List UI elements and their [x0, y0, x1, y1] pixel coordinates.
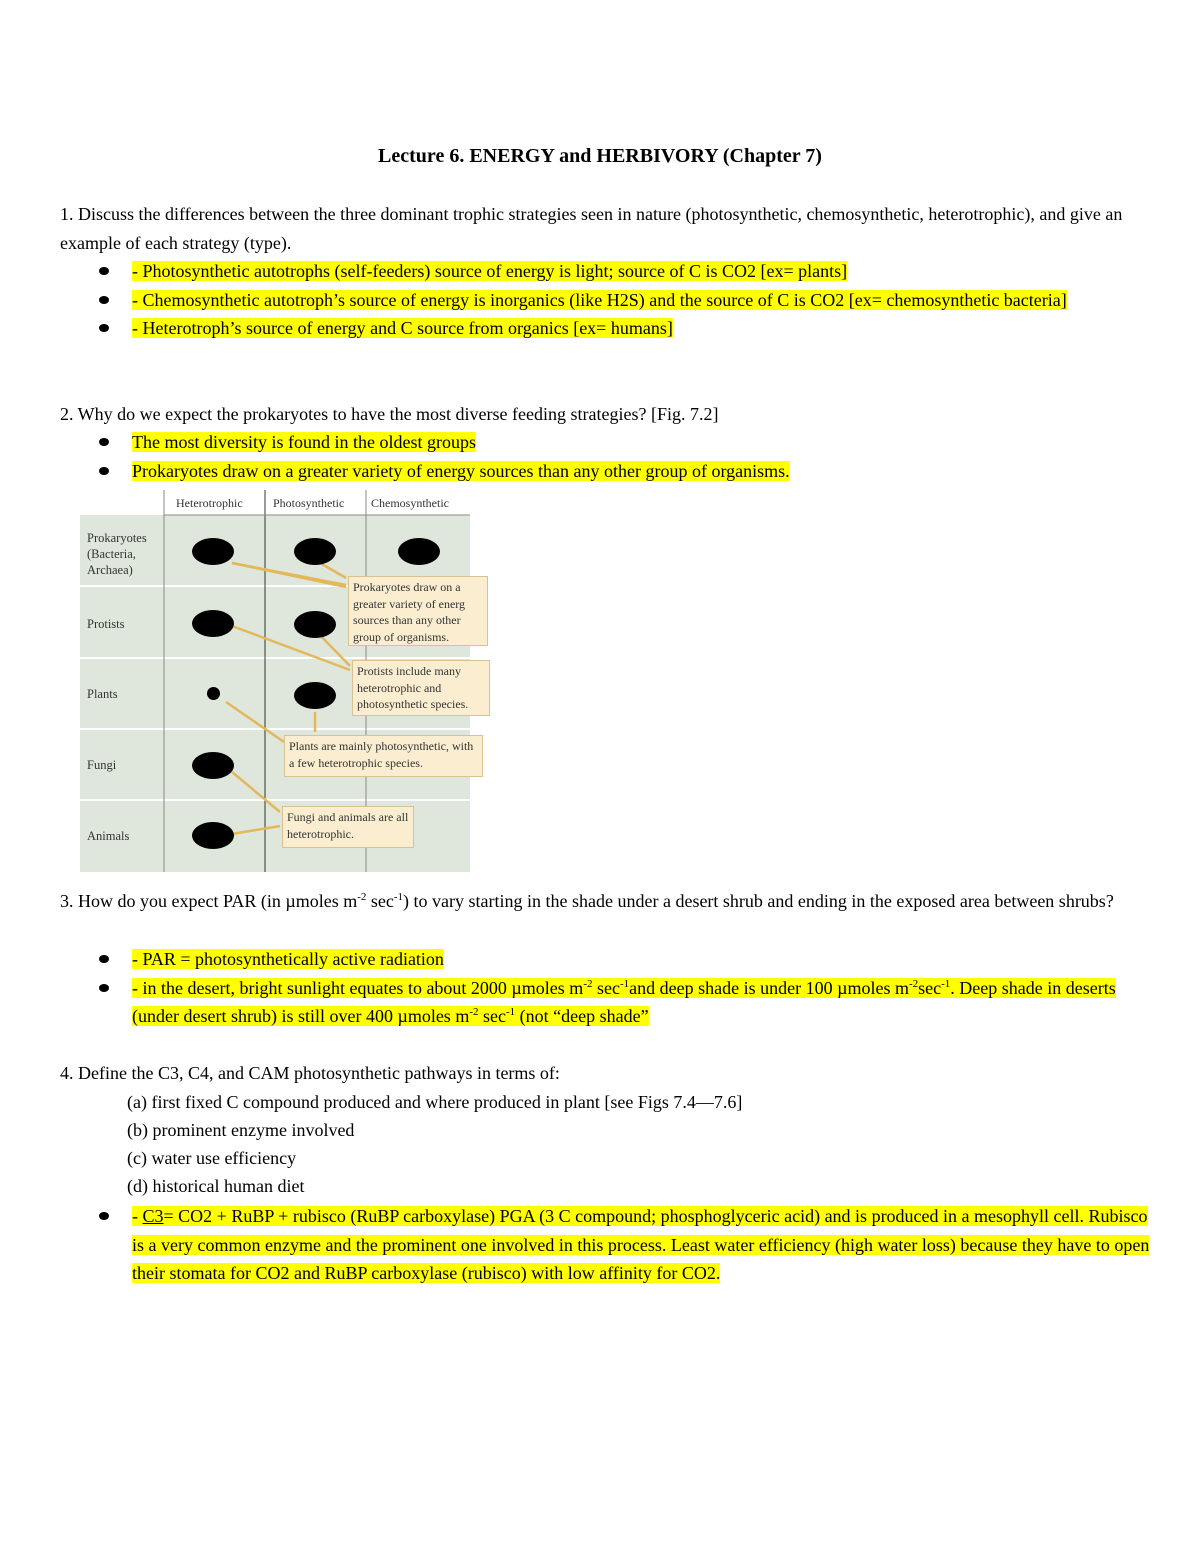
- callout-protists: Protists include many heterotrophic and photosynthetic species.: [352, 660, 490, 716]
- superscript: -2: [357, 891, 367, 903]
- callout-plants: Plants are mainly photosynthetic, with a few heterotrophic species.: [284, 735, 483, 777]
- bullet-icon: [95, 974, 132, 1003]
- column-header: Chemosynthetic: [371, 496, 449, 510]
- answer-text: - Photosynthetic autotrophs (self-feeders) source of energy is light; source of C is CO2 [ex= plants]: [132, 261, 848, 281]
- question-2-answers: [95, 428, 1155, 485]
- question-1: 1. Discuss the differences between the three dominant trophic strategies seen in nature (photosynthetic, chemosynthetic, heterotrophic), and give an example of each strategy (type).: [60, 204, 1123, 253]
- callout-prokaryotes: Prokaryotes draw on a greater variety of energ sources than any other group of organisms.: [348, 576, 488, 646]
- row-label: Animals: [87, 829, 130, 843]
- question-4: 4. Define the C3, C4, and CAM photosynthetic pathways in terms of:: [60, 1063, 560, 1083]
- list-item: [95, 286, 1155, 315]
- presence-marker: [294, 611, 336, 638]
- presence-marker: [192, 752, 234, 779]
- answer-text: - PAR = photosynthetically active radiation: [132, 949, 444, 969]
- bullet-icon: [95, 428, 132, 457]
- list-item: [95, 1202, 1155, 1288]
- list-item: [95, 457, 1155, 486]
- question-1-answers: [95, 257, 1155, 343]
- bullet-icon: [95, 457, 132, 486]
- question-4-item: (b) prominent enzyme involved: [127, 1120, 355, 1140]
- row-label: Protists: [87, 617, 125, 631]
- answer-text: Prokaryotes draw on a greater variety of energy sources than any other group of organisms.: [132, 460, 790, 481]
- row-label: Plants: [87, 687, 118, 701]
- row-label: Prokaryotes (Bacteria, Archaea): [87, 531, 147, 577]
- question-4-item: (c) water use efficiency: [127, 1148, 297, 1168]
- question-text: ) to vary starting in the shade under a desert shrub and ending in the exposed area between shrubs?: [403, 891, 1114, 911]
- list-item: [95, 428, 1155, 457]
- question-4-answers: [95, 1202, 1155, 1288]
- page-title: Lecture 6. ENERGY and HERBIVORY (Chapter 7): [378, 145, 822, 167]
- list-item: [95, 314, 1155, 343]
- bullet-icon: [95, 945, 132, 974]
- presence-marker: [192, 538, 234, 565]
- column-header: Photosynthetic: [273, 496, 345, 510]
- presence-marker: [294, 682, 336, 709]
- bullet-icon: [95, 1202, 132, 1231]
- callout-fungi-animals: Fungi and animals are all heterotrophic.: [282, 806, 414, 848]
- answer-text: - Heterotroph’s source of energy and C source from organics [ex= humans]: [132, 318, 673, 339]
- question-text: sec: [366, 891, 394, 911]
- answer-text: - Chemosynthetic autotroph’s source of energy is inorganics (like H2S) and the source of C is CO2 [ex= chemosynthetic bacteria]: [132, 289, 1067, 310]
- answer-text: The most diversity is found in the oldest groups: [132, 432, 476, 452]
- question-text: 3. How do you expect PAR (in µmoles m: [60, 891, 358, 911]
- superscript: -1: [393, 891, 404, 903]
- list-item: [95, 974, 1155, 1031]
- question-3: [60, 887, 1150, 916]
- bullet-icon: [95, 286, 132, 315]
- question-2: 2. Why do we expect the prokaryotes to have the most diverse feeding strategies? [Fig. 7.2]: [60, 404, 719, 424]
- list-item: [95, 945, 1155, 974]
- question-4-item: (d) historical human diet: [127, 1176, 305, 1196]
- question-3-answers: [95, 945, 1155, 1031]
- presence-marker: [294, 538, 336, 565]
- column-header: Heterotrophic: [176, 496, 243, 510]
- answer-text: - in the desert, bright sunlight equates to about 2000 µmoles $m^{-2}$ $\sec^{-1}and$ deep shade is under 100 µmoles $m^{-2}\sec^{-1}$. Deep shade in deserts (under desert shrub) is still over 400 µmoles $m^{-2}$ $\sec^{-1} (not$ “deep shade”: [132, 977, 1116, 1027]
- presence-marker: [398, 538, 440, 565]
- presence-marker: [207, 687, 220, 700]
- bullet-icon: [95, 257, 132, 286]
- bullet-icon: [95, 314, 132, 343]
- presence-marker: [192, 610, 234, 637]
- list-item: [95, 257, 1155, 286]
- row-label: Fungi: [87, 758, 117, 772]
- trophic-strategies-figure: [78, 490, 490, 875]
- answer-text: - C3= CO2 + RuBP + rubisco (RuBP carboxylase) PGA (3 C compound; phosphoglyceric acid) and is produced in a mesophyll cell. Rubisco is a very common enzyme and the prominent one involved in this process. Least water efficiency (high water loss) because they have to open their stomata for CO2 and RuBP carboxylase (rubisco) with low affinity for CO2.: [132, 1206, 1150, 1284]
- presence-marker: [192, 822, 234, 849]
- question-4-item: (a) first fixed C compound produced and where produced in plant [see Figs 7.4—7.6]: [127, 1092, 743, 1112]
